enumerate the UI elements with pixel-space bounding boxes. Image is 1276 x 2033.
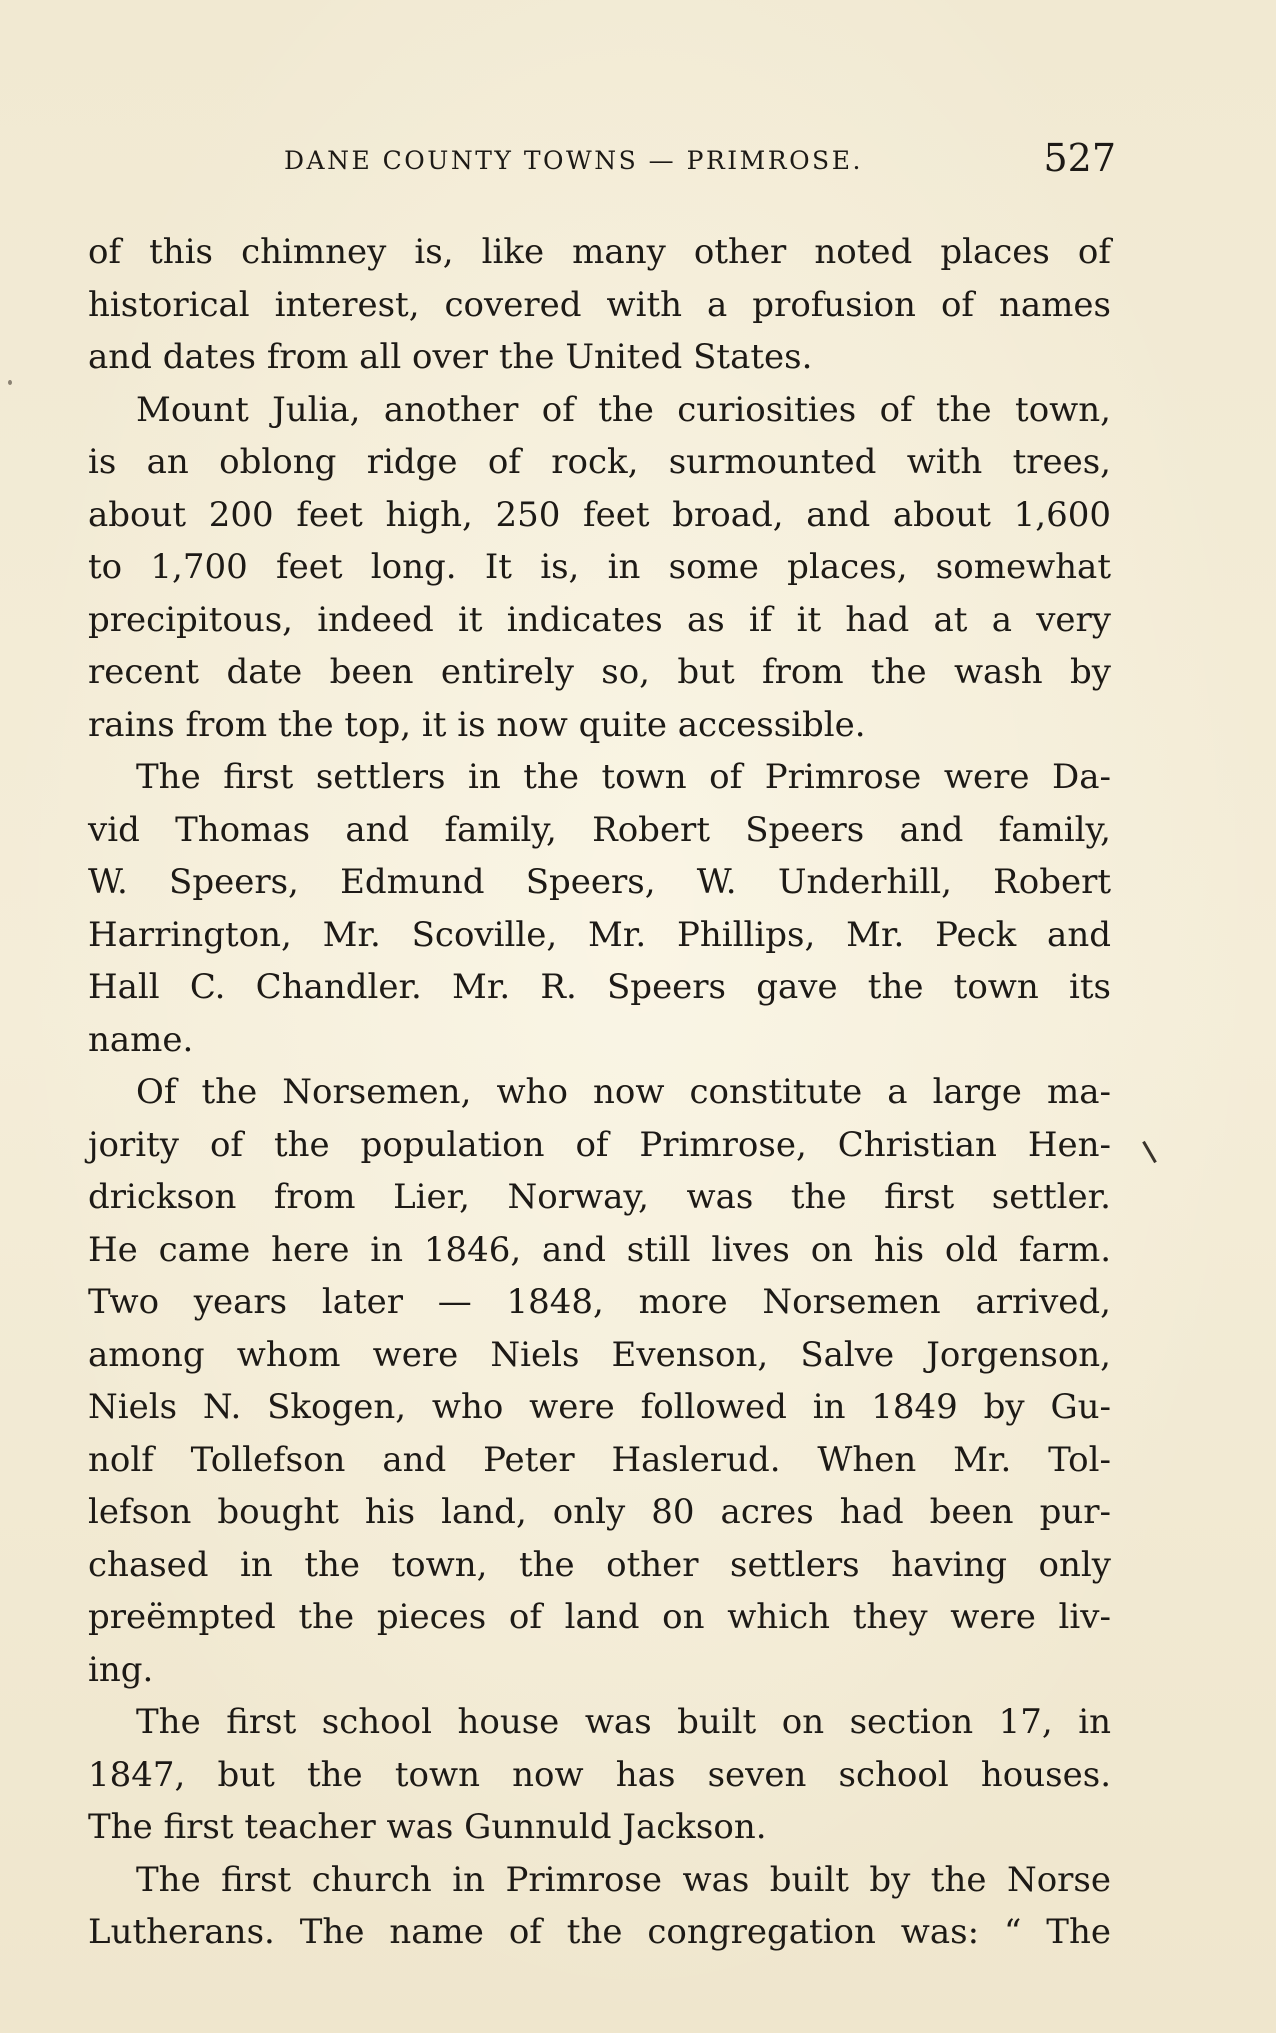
text-line: lefson bought his land, only 80 acres had been pur-: [88, 1492, 1111, 1532]
paragraph: [88, 384, 1111, 752]
text-line: vid Thomas and family, Robert Speers and family,: [88, 809, 1111, 850]
text-line: ing.: [88, 1649, 154, 1690]
text-line: about 200 feet high, 250 feet broad, and about 1,600: [88, 494, 1111, 535]
running-head: DANE COUNTY TOWNS — PRIMROSE.: [284, 146, 863, 175]
text-line: nolf Tollefson and Peter Haslerud. When Mr. Tol-: [88, 1439, 1111, 1480]
text-line: recent date been entirely so, but from the wash by: [88, 652, 1111, 692]
text-line: preëmpted the pieces of land on which they were liv-: [88, 1597, 1111, 1637]
paragraph: [88, 1696, 1111, 1854]
page-header: [88, 136, 1116, 188]
text-line: drickson from Lier, Norway, was the first settler.: [88, 1177, 1111, 1217]
text-line: 1847, but the town now has seven school houses.: [88, 1754, 1111, 1795]
text-line: W. Speers, Edmund Speers, W. Underhill, Robert: [88, 862, 1111, 902]
text-line: The first teacher was Gunnuld Jackson.: [88, 1807, 767, 1847]
text-line: rains from the top, it is now quite accessible.: [88, 704, 866, 745]
text-line: Hall C. Chandler. Mr. R. Speers gave the town its: [88, 967, 1111, 1007]
margin-mark: [1142, 1141, 1157, 1163]
text-line: is an oblong ridge of rock, surmounted with trees,: [88, 442, 1111, 482]
text-line: The first church in Primrose was built by the Norse: [136, 1859, 1111, 1900]
text-line: Mount Julia, another of the curiosities of the town,: [136, 389, 1111, 430]
text-line: and dates from all over the United States.: [88, 337, 813, 377]
text-line: Two years later — 1848, more Norsemen arrived,: [88, 1282, 1111, 1322]
text-line: of this chimney is, like many other noted places of: [88, 232, 1111, 272]
paragraph: [88, 226, 1111, 384]
text-line: chased in the town, the other settlers having only: [88, 1544, 1111, 1585]
text-line: jority of the population of Primrose, Christian Hen-: [88, 1124, 1111, 1165]
text-line: Lutherans. The name of the congregation was: “ The: [88, 1912, 1111, 1952]
text-line: among whom were Niels Evenson, Salve Jorgenson,: [88, 1334, 1111, 1375]
text-line: precipitous, indeed it indicates as if it had at a very: [88, 599, 1111, 640]
page-number: 527: [1043, 136, 1116, 180]
paper-speck: [8, 380, 12, 385]
text-line: The first settlers in the town of Primrose were Da-: [136, 757, 1111, 797]
text-line: name.: [88, 1019, 194, 1060]
text-line: He came here in 1846, and still lives on his old farm.: [88, 1229, 1111, 1270]
paragraph: [88, 1066, 1111, 1696]
text-line: Of the Norsemen, who now constitute a large ma-: [136, 1072, 1111, 1112]
body-text: [88, 226, 1111, 1959]
paragraph: [88, 1854, 1111, 1959]
text-line: Niels N. Skogen, who were followed in 1849 by Gu-: [88, 1387, 1111, 1427]
text-line: The first school house was built on section 17, in: [136, 1702, 1111, 1742]
text-line: Harrington, Mr. Scoville, Mr. Phillips, Mr. Peck and: [88, 914, 1111, 955]
text-line: to 1,700 feet long. It is, in some places, somewhat: [88, 547, 1111, 587]
text-line: historical interest, covered with a profusion of names: [88, 284, 1111, 325]
paragraph: [88, 751, 1111, 1066]
